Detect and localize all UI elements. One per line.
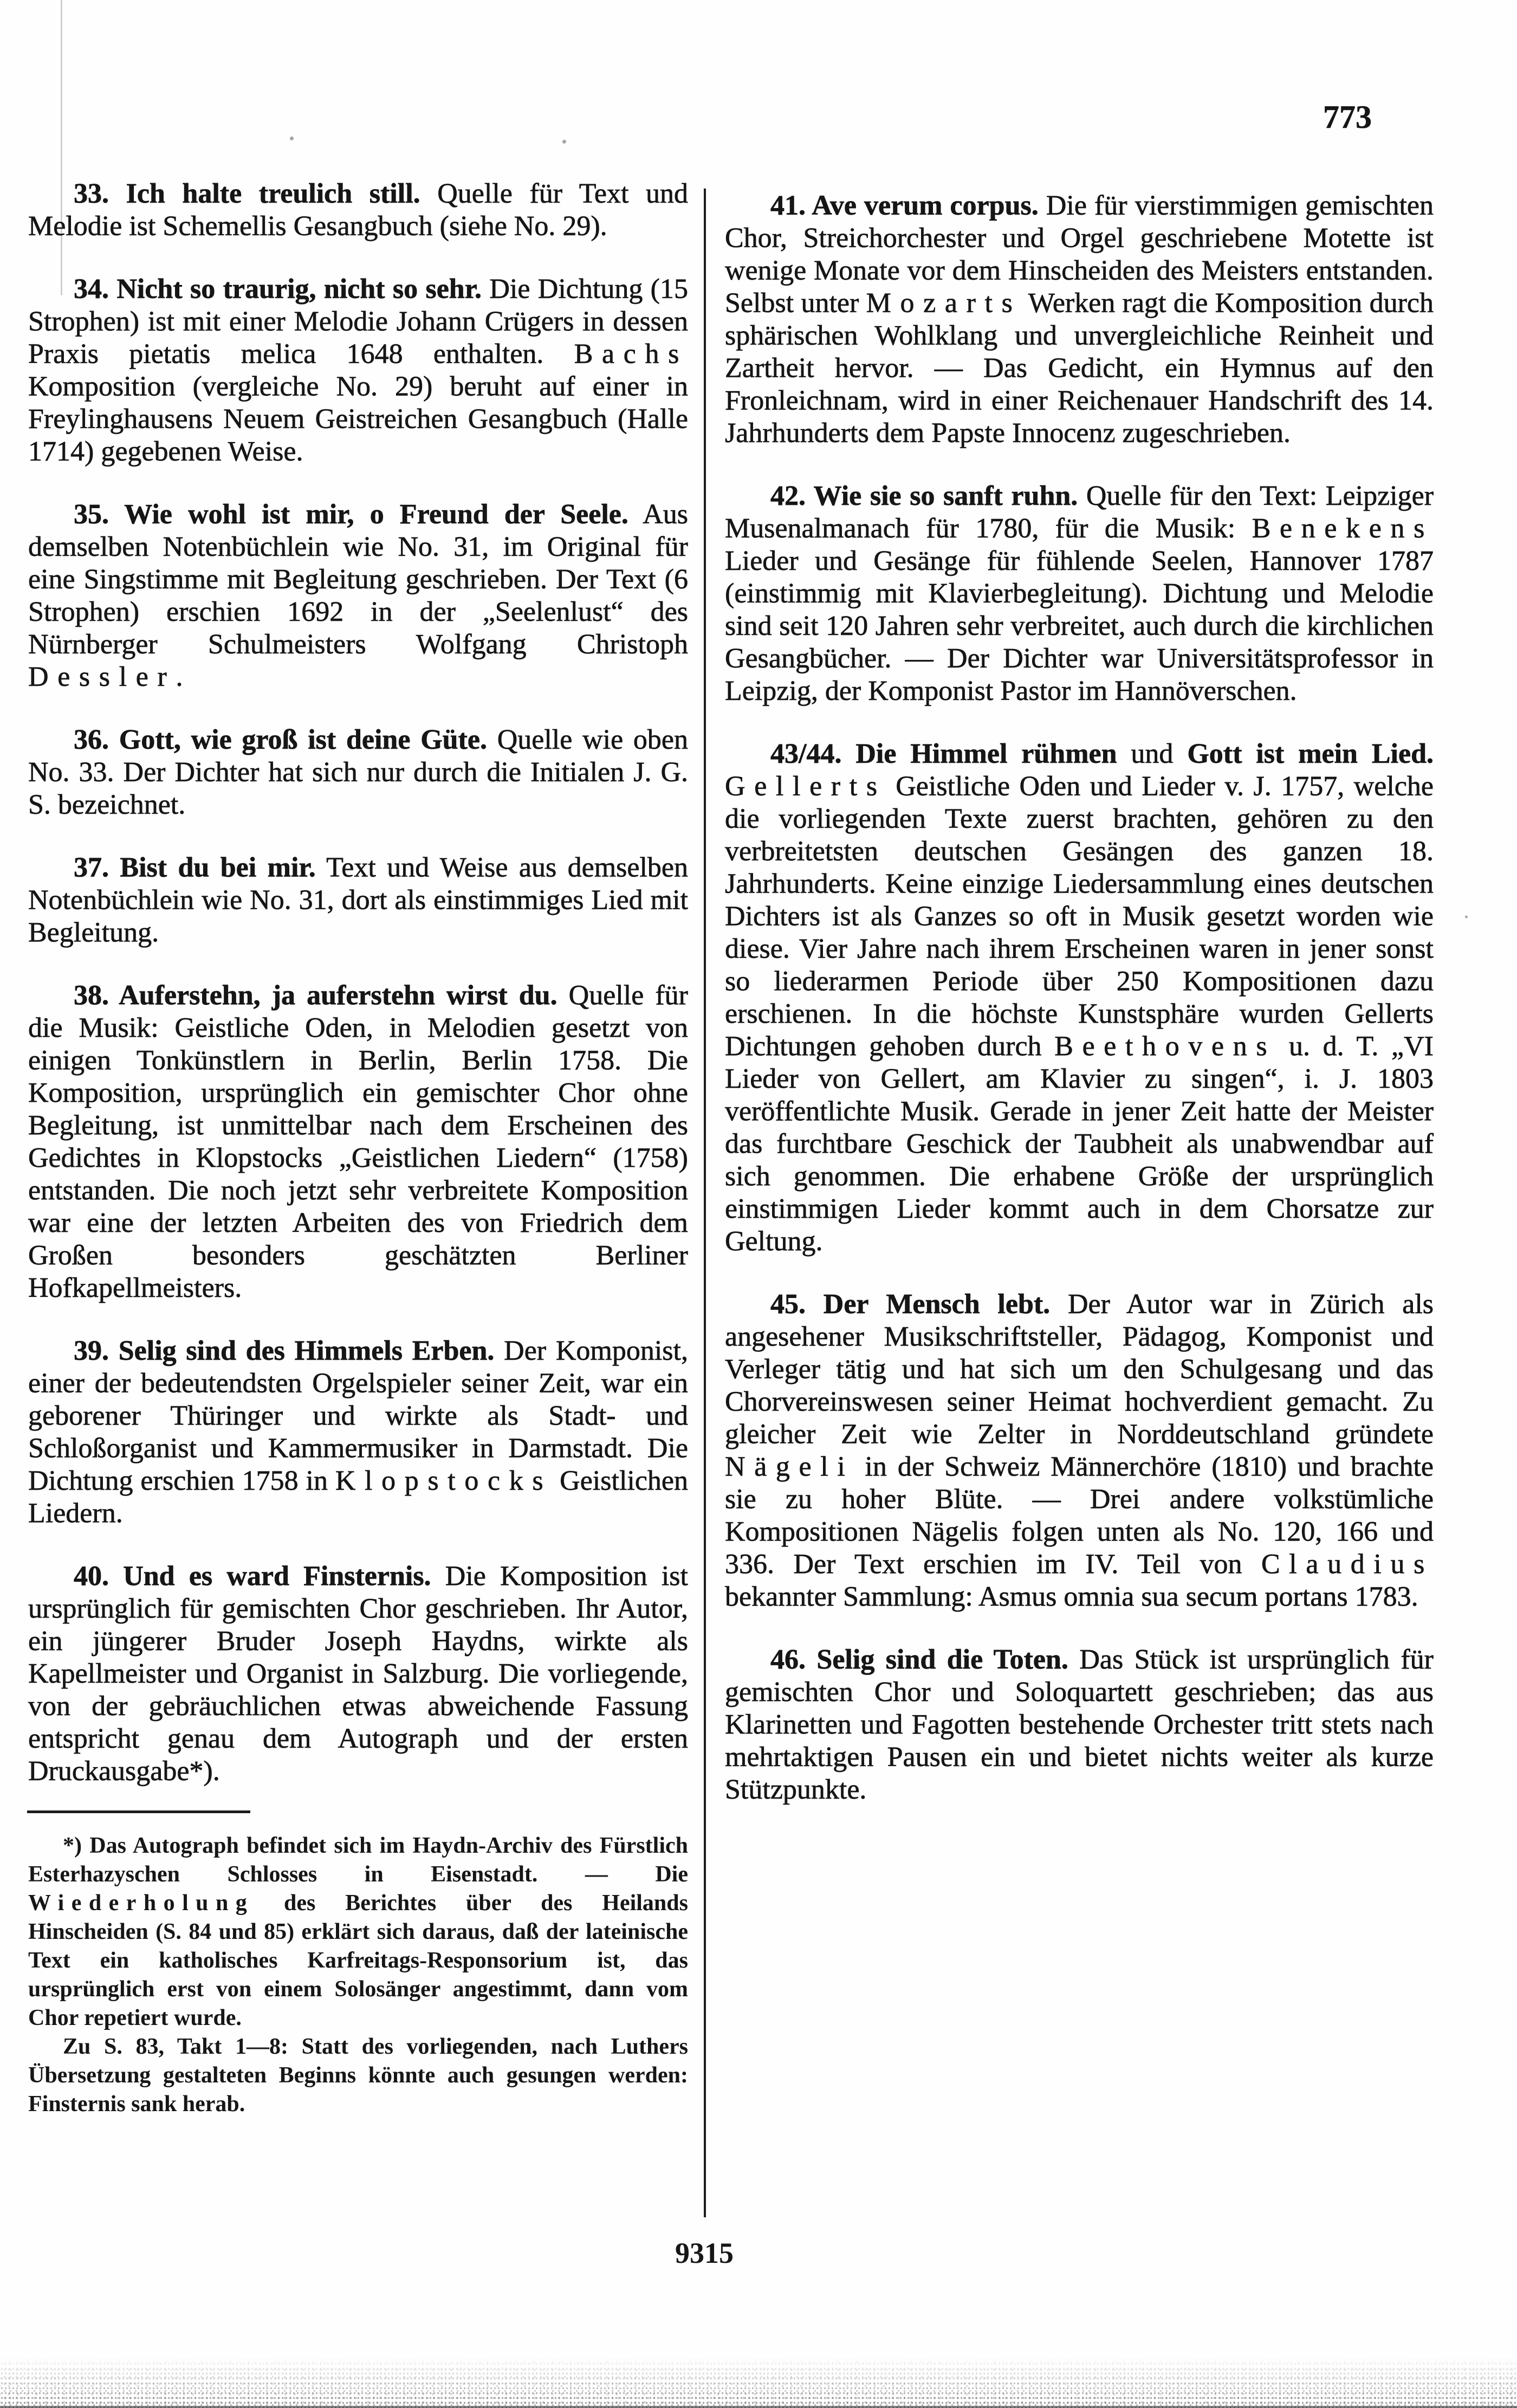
entry-title: Gott, wie groß ist deine Güte. — [109, 724, 487, 755]
entry-35 — [28, 498, 688, 693]
entry-number: 35. — [74, 499, 109, 530]
scan-noise-band — [0, 2357, 1517, 2408]
entry-title: Und es ward Finsternis. — [109, 1561, 431, 1592]
entry-title: Auferstehn, ja auferstehn wirst du. — [109, 980, 557, 1011]
left-column-entries — [28, 178, 688, 1788]
entry-number: 39. — [74, 1335, 109, 1366]
entry-title: Ich halte treulich still. — [109, 178, 420, 209]
entry-text: Gellerts — [725, 771, 886, 802]
entry-text: Nägeli — [725, 1451, 854, 1482]
entry-38 — [28, 979, 688, 1304]
entry-text: bekannter Sammlung: Asmus omnia sua secum portans 1783. — [725, 1581, 1418, 1612]
entry-text: Die Dichtung (15 Strophen) ist mit einer Melodie Johann Crügers in dessen Praxis pietatis melica 1648 enthalten. — [28, 274, 688, 369]
entry-39 — [28, 1335, 688, 1530]
entry-text: Die für vierstimmigen gemischten Chor, Streichorchester und Orgel geschriebene Motette ist wenige Monate vor dem Hinscheiden des Meisters entstanden. Selbst unter — [725, 190, 1434, 319]
entry-number: 42. — [770, 481, 806, 511]
entry-title: Bist du bei mir. — [109, 852, 316, 883]
entry-number: 43/44. — [770, 738, 842, 769]
entry-title: Ave verum corpus. — [806, 190, 1039, 221]
entry-text: Quelle wie oben No. 33. Der Dichter hat sich nur durch die Initialen J. G. S. bezeichnet. — [28, 724, 688, 820]
entry-number: 40. — [74, 1561, 109, 1592]
entry-text: Komposition (vergleiche No. 29) beruht auf einer in Freylinghausens Neuem Geistreichen Gesangbuch (Halle 1714) gegebenen Weise. — [28, 371, 688, 467]
entry-text: Quelle für die Musik: Geistliche Oden, in Melodien gesetzt von einigen Tonkünstlern in Berlin, Berlin 1758. Die Komposition, ursprünglich ein gemischter Chor ohne Begleitung, ist unmittelbar nach dem Erscheinen des Gedichtes in Klopstocks „Geistlichen Liedern“ (1758) entstanden. Die noch jetzt sehr verbreitete Komposition war eine der letzten Arbeiten des von Friedrich dem Großen besonders geschätzten Berliner Hofkapellmeisters. — [28, 980, 688, 1303]
page-number: 773 — [1323, 99, 1372, 135]
entry-text: Aus demselben Notenbüchlein wie No. 31, im Original für eine Singstimme mit Begleitung geschrieben. Der Text (6 Strophen) erschien 1692 in der „Seelenlust“ des Nürnberger Schulmeisters Wolfgang Christoph — [28, 499, 688, 660]
entry-title: Die Himmel rühmen — [841, 738, 1117, 769]
entry-text: Lieder und Gesänge für fühlende Seelen, Hannover 1787 (einstimmig mit Klavierbegleitung). Dichtung und Melodie sind seit 120 Jahren sehr verbreitet, auch durch die kirchlichen Gesangbücher. — Der Dichter war Universitätsprofessor in Leipzig, der Komponist Pastor im Hannöverschen. — [725, 546, 1434, 706]
entry-text: Wiederholung — [28, 1891, 255, 1916]
entry-4344 — [725, 738, 1434, 1258]
scan-bottom-edge — [0, 2406, 1517, 2408]
entry-text: Beethovens — [1054, 1031, 1276, 1062]
entry-41 — [725, 190, 1434, 450]
entry-text: Bachs — [574, 339, 688, 369]
entry-text: Werken ragt die Komposition durch sphärischen Wohlklang und unvergleichliche Reinheit und Zartheit hervor. — Das Gedicht, ein Hymnus auf den Fronleichnam, wird in einer Reichenauer Handschrift des 14. Jahrhunderts dem Papste Innocenz zugeschrieben. — [725, 288, 1434, 449]
scan-speck — [290, 137, 294, 140]
entry-number: 37. — [74, 852, 109, 883]
entry-text: in der Schweiz Männerchöre (1810) und brachte sie zu hoher Blüte. — Drei andere volkstümliche Kompositionen Nägelis folgen unten als No. 120, 166 und 336. Der Text erschien im IV. Teil von — [725, 1451, 1434, 1580]
entry-text: *) Das Autograph befindet sich im Haydn-Archiv des Fürstlich Esterhazyschen Schlosses in Eisenstadt. — Die — [28, 1833, 688, 1887]
entry-text: Der Komponist, einer der bedeutendsten Orgelspieler seiner Zeit, war ein geborener Thüringer und wirkte als Stadt- und Schloßorganist und Kammermusiker in Darmstadt. Die Dichtung erschien 1758 in — [28, 1335, 688, 1496]
entry-33 — [28, 178, 688, 243]
entry-text: Der Autor war in Zürich als angesehener Musikschriftsteller, Pädagog, Komponist und Verleger tätig und hat sich um den Schulgesang und das Chorvereinswesen seiner Heimat hochverdient gemacht. Zu gleicher Zeit wie Zelter in Norddeutschland gründete — [725, 1289, 1434, 1450]
column-divider-rule — [704, 189, 706, 2217]
entry-42 — [725, 480, 1434, 708]
entry-title: Wie sie so sanft ruhn. — [806, 481, 1078, 511]
entry-text: Text und Weise aus demselben Notenbüchlein wie No. 31, dort als einstimmiges Lied mit Begleitung. — [28, 852, 688, 948]
entry-title: Gott ist mein Lied. — [1187, 738, 1434, 769]
entry-title: Selig sind des Himmels Erben. — [109, 1335, 495, 1366]
footnote — [28, 1832, 688, 2119]
entry-number: 41. — [770, 190, 806, 221]
entry-46 — [725, 1644, 1434, 1806]
entry-36 — [28, 724, 688, 821]
entry-title: Der Mensch lebt. — [806, 1289, 1051, 1320]
entry-text: Quelle für Text und Melodie ist Schemellis Gesangbuch (siehe No. 29). — [28, 178, 688, 242]
plate-number: 9315 — [675, 2237, 734, 2269]
entry-number: 34. — [74, 274, 109, 304]
entry-title: Selig sind die Toten. — [806, 1644, 1068, 1675]
scan-speck — [1465, 916, 1468, 918]
footnote-paragraph — [28, 1832, 688, 2033]
entry-text: Die Komposition ist ursprünglich für gemischten Chor geschrieben. Ihr Autor, ein jüngerer Bruder Joseph Haydns, wirkte als Kapellmeister und Organist in Salzburg. Die vorliegende, von der gebräuchlichen etwas abweichende Fassung entspricht genau dem Autograph und der ersten Druckausgabe*). — [28, 1561, 688, 1787]
entry-text: Quelle für den Text: Leipziger Musenalmanach für 1780, für die Musik: — [725, 481, 1434, 544]
entry-text: Geistlichen Liedern. — [28, 1465, 688, 1529]
entry-title: Nicht so traurig, nicht so sehr. — [109, 274, 482, 304]
entry-45 — [725, 1288, 1434, 1613]
entry-text: und — [1117, 738, 1188, 769]
entry-number: 36. — [74, 724, 109, 755]
entry-text: Dessler — [28, 661, 176, 692]
entry-text: Mozarts — [866, 288, 1022, 319]
entry-text: Das Stück ist ursprünglich für gemischten Chor und Soloquartett geschrieben; das aus Klarinetten und Fagotten bestehende Orchester tritt stets nach mehrtaktigen Pausen ein und bietet nichts weiter als kurze Stützpunkte. — [725, 1644, 1434, 1805]
entry-text: . — [176, 661, 183, 692]
left-column — [28, 178, 688, 2119]
entry-number: 45. — [770, 1289, 806, 1320]
entry-text: u. d. T. „VI Lieder von Gellert, am Klavier zu singen“, i. J. 1803 veröffentlichte Musik. Gerade in jener Zeit hatte der Meister das furchtbare Geschick der Taubheit als unabwendbar auf sich genommen. Die erhabene Größe der ursprünglich einstimmigen Lieder kommt auch in dem Chorsatze zur Geltung. — [725, 1031, 1434, 1257]
entry-number: 46. — [770, 1644, 806, 1675]
entry-title: Wie wohl ist mir, o Freund der Seele. — [109, 499, 628, 530]
entry-number: 38. — [74, 980, 109, 1011]
entry-text: Benekens — [1252, 513, 1434, 544]
footnote-paragraph — [28, 2033, 688, 2119]
entry-37 — [28, 852, 688, 949]
entry-text: des Berichtes über des Heilands Hinscheiden (S. 84 und 85) erklärt sich daraus, daß der lateinische Text ein katholisches Karfreitags-Responsorium ist, das ursprünglich erst von einem Solosänger angestimmt, dann vom Chor repetiert wurde. — [28, 1891, 688, 2030]
entry-34 — [28, 273, 688, 468]
right-column — [725, 190, 1434, 1806]
scan-speck — [562, 140, 566, 144]
entry-number: 33. — [74, 178, 109, 209]
right-column-entries — [725, 190, 1434, 1806]
entry-text: Claudius — [1261, 1549, 1434, 1580]
entry-40 — [28, 1560, 688, 1788]
entry-text: Geistliche Oden und Lieder v. J. 1757, welche die vorliegenden Texte zuerst brachten, gehören zu den verbreitetsten deutschen Gesängen des ganzen 18. Jahrhunderts. Keine einzige Liedersammlung eines deutschen Dichters ist als Ganzes so oft in Musik gesetzt worden wie diese. Vier Jahre nach ihrem Erscheinen waren in jener sonst so liederarmen Periode über 250 Kompositionen dazu erschienen. In die höchste Kunstsphäre wurden Gellerts Dichtungen gehoben durch — [725, 771, 1434, 1062]
entry-text: Klopstocks — [335, 1465, 553, 1496]
footnote-separator-rule — [27, 1810, 250, 1813]
entry-text: Zu S. 83, Takt 1—8: Statt des vorliegenden, nach Luthers Übersetzung gestalteten Beginns könnte auch gesungen werden: Finsternis sank herab. — [28, 2034, 688, 2117]
